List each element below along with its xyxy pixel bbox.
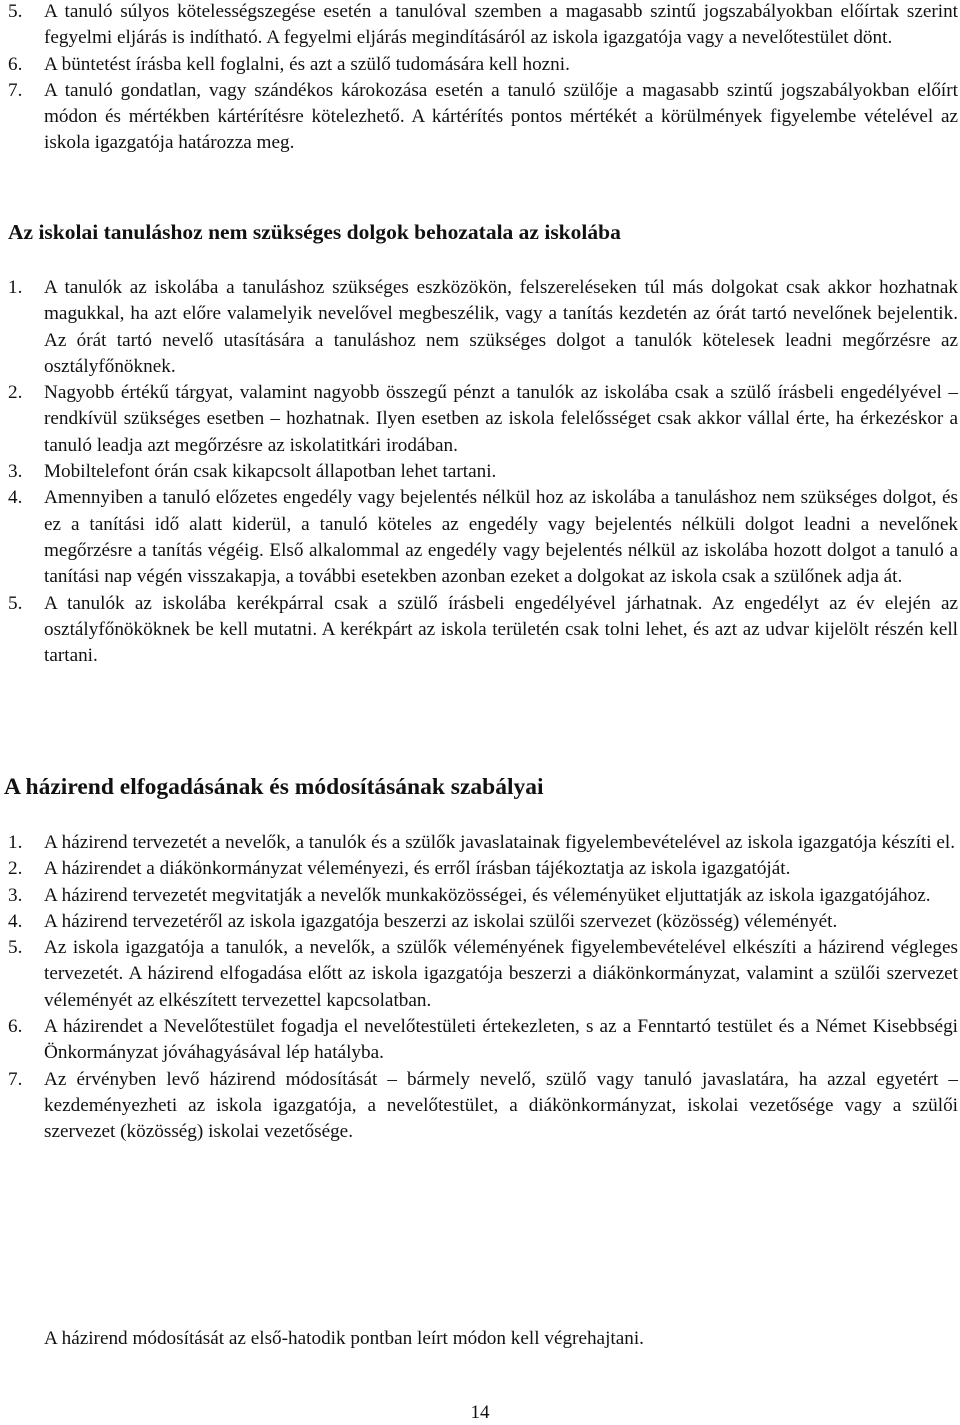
- item-text: A tanulók az iskolába a tanuláshoz szükséges eszközökön, felszereléseken túl más dolgokat csak akkor hozhatnak magukkal, ha azt előre valamelyik nevelővel megbeszélik, vagy a tanítás kezdetén az órát tartó nevelőnek bejelentik. Az órát tartó nevelő utasítására a tanuláshoz nem szükséges dolgot a tanulók kötelesek leadni megőrzésre az osztályfőnöknek.: [44, 277, 958, 377]
- item-number: 1.: [8, 832, 23, 853]
- list-item: [8, 1014, 958, 1067]
- item-number: 7.: [8, 79, 23, 101]
- list-item: [8, 485, 958, 590]
- item-text: Az érvényben levő házirend módosítását – bármely nevelő, szülő vagy tanuló javaslatára, ha azzal egyetért – kezdeményezheti az iskola igazgatója, a nevelőtestület, a diákönkormányzat, iskolai vezetősége vagy a szülői szervezet (közösség) iskolai vezetősége.: [44, 1068, 958, 1143]
- items-rules-list: [8, 275, 958, 669]
- list-item: [8, 591, 958, 670]
- item-text: Mobiltelefont órán csak kikapcsolt állapotban lehet tartani.: [44, 461, 497, 483]
- list-item: [8, 909, 958, 935]
- rules-list-top: [8, 0, 958, 157]
- list-item: [8, 935, 958, 1014]
- item-text: A házirend tervezetéről az iskola igazgatója beszerzi az iskolai szülői szervezet (közösség) véleményét.: [44, 910, 838, 932]
- list-item: [8, 275, 958, 380]
- list-item: [8, 52, 958, 78]
- item-text: A tanuló gondatlan, vagy szándékos károkozása esetén a tanuló szülője a magasabb szintű jogszabályokban előírt módon és mértékben kártérítésre kötelezhető. A kártérítés pontos mértékét a körülmények figyelembe vételével az iskola igazgatója határozza meg.: [44, 79, 958, 154]
- item-number: 5.: [8, 937, 23, 959]
- item-text: Az iskola igazgatója a tanulók, a nevelők, a szülők véleményének figyelembevételével elkészíti a házirend végleges tervezetét. A házirend elfogadása előtt az iskola igazgatója beszerzi a diákönkormányzat, valamint a szülői szervezet véleményét az elkészített tervezettel kapcsolatban.: [44, 937, 958, 1011]
- list-item: [8, 78, 958, 157]
- item-number: 4.: [8, 910, 23, 932]
- item-number: 3.: [8, 461, 23, 483]
- item-text: A tanuló súlyos kötelességszegése esetén a tanulóval szemben a magasabb szintű jogszabályokban előírtak szerint fegyelmi eljárás is indítható. A fegyelmi eljárás megindításáról az iskola igazgatója vagy a nevelőtestület dönt.: [44, 1, 958, 49]
- section-heading-items: Az iskolai tanuláshoz nem szükséges dolgok behozatala az iskolába: [8, 220, 621, 244]
- item-number: 2.: [8, 858, 23, 880]
- item-text: A tanulók az iskolába kerékpárral csak a szülő írásbeli engedélyével járhatnak. Az engedélyt az év elején az osztályfőnököknek be kell mutatni. A kerékpárt az iskola területén csak tolni lehet, és azt az udvar kijelölt részén kell tartani.: [44, 592, 958, 667]
- list-item: [8, 380, 958, 459]
- list-item: [8, 1067, 958, 1146]
- list-item: [8, 883, 958, 909]
- list-item: [8, 0, 958, 52]
- section-heading-rules: A házirend elfogadásának és módosításának szabályai: [4, 774, 544, 800]
- item-number: 5.: [8, 592, 23, 614]
- item-text: A házirendet a diákönkormányzat véleményezi, és erről írásban tájékoztatja az iskola igazgatóját.: [44, 858, 791, 880]
- list-item: [8, 459, 958, 485]
- item-number: 1.: [8, 277, 23, 298]
- item-number: 7.: [8, 1068, 23, 1090]
- item-text: A büntetést írásba kell foglalni, és azt a szülő tudomására kell hozni.: [44, 53, 570, 75]
- item-number: 3.: [8, 884, 23, 906]
- item-text: A házirend tervezetét a nevelők, a tanulók és a szülők javaslatainak figyelembevételével az iskola igazgatója készíti el.: [44, 832, 956, 853]
- item-number: 4.: [8, 487, 23, 509]
- page-number: 14: [470, 1402, 490, 1423]
- list-item: [8, 856, 958, 882]
- list-item: [8, 830, 958, 856]
- item-number: 6.: [8, 1016, 23, 1038]
- item-text: Nagyobb értékű tárgyat, valamint nagyobb összegű pénzt a tanulók az iskolába csak a szülő írásbeli engedélyével – rendkívül szükséges esetben – hozhatnak. Ilyen esetben az iskola felelősséget csak akkor vállal érte, ha érkezéskor a tanuló leadja azt megőrzésre az iskolatitkári irodában.: [44, 382, 958, 456]
- closing-paragraph: A házirend módosítását az első-hatodik pontban leírt módon kell végrehajtani.: [44, 1328, 644, 1349]
- item-number: 2.: [8, 382, 23, 404]
- house-rules-list: [8, 830, 958, 1146]
- item-text: Amennyiben a tanuló előzetes engedély vagy bejelentés nélkül hoz az iskolába a tanuláshoz nem szükséges dolgot, és ez a tanítási idő alatt kiderül, a tanuló köteles az engedély vagy bejelentés nélküli dolgot leadni a nevelőnek megőrzésre a tanítás végéig. Első alkalommal az engedély vagy bejelentés nélkül az iskolába hozott dolgot a tanuló a tanítási nap végén visszakapja, a további esetekben azonban ezeket a dolgokat az iskola csak a szülőnek adja át.: [44, 487, 958, 588]
- item-number: 5.: [8, 1, 23, 22]
- item-text: A házirendet a Nevelőtestület fogadja el nevelőtestületi értekezleten, s az a Fenntartó testület és a Német Kisebbségi Önkormányzat jóváhagyásával lép hatályba.: [44, 1016, 958, 1064]
- item-text: A házirend tervezetét megvitatják a nevelők munkaközösségei, és véleményüket eljuttatják az iskola igazgatójához.: [44, 884, 931, 906]
- item-number: 6.: [8, 53, 23, 75]
